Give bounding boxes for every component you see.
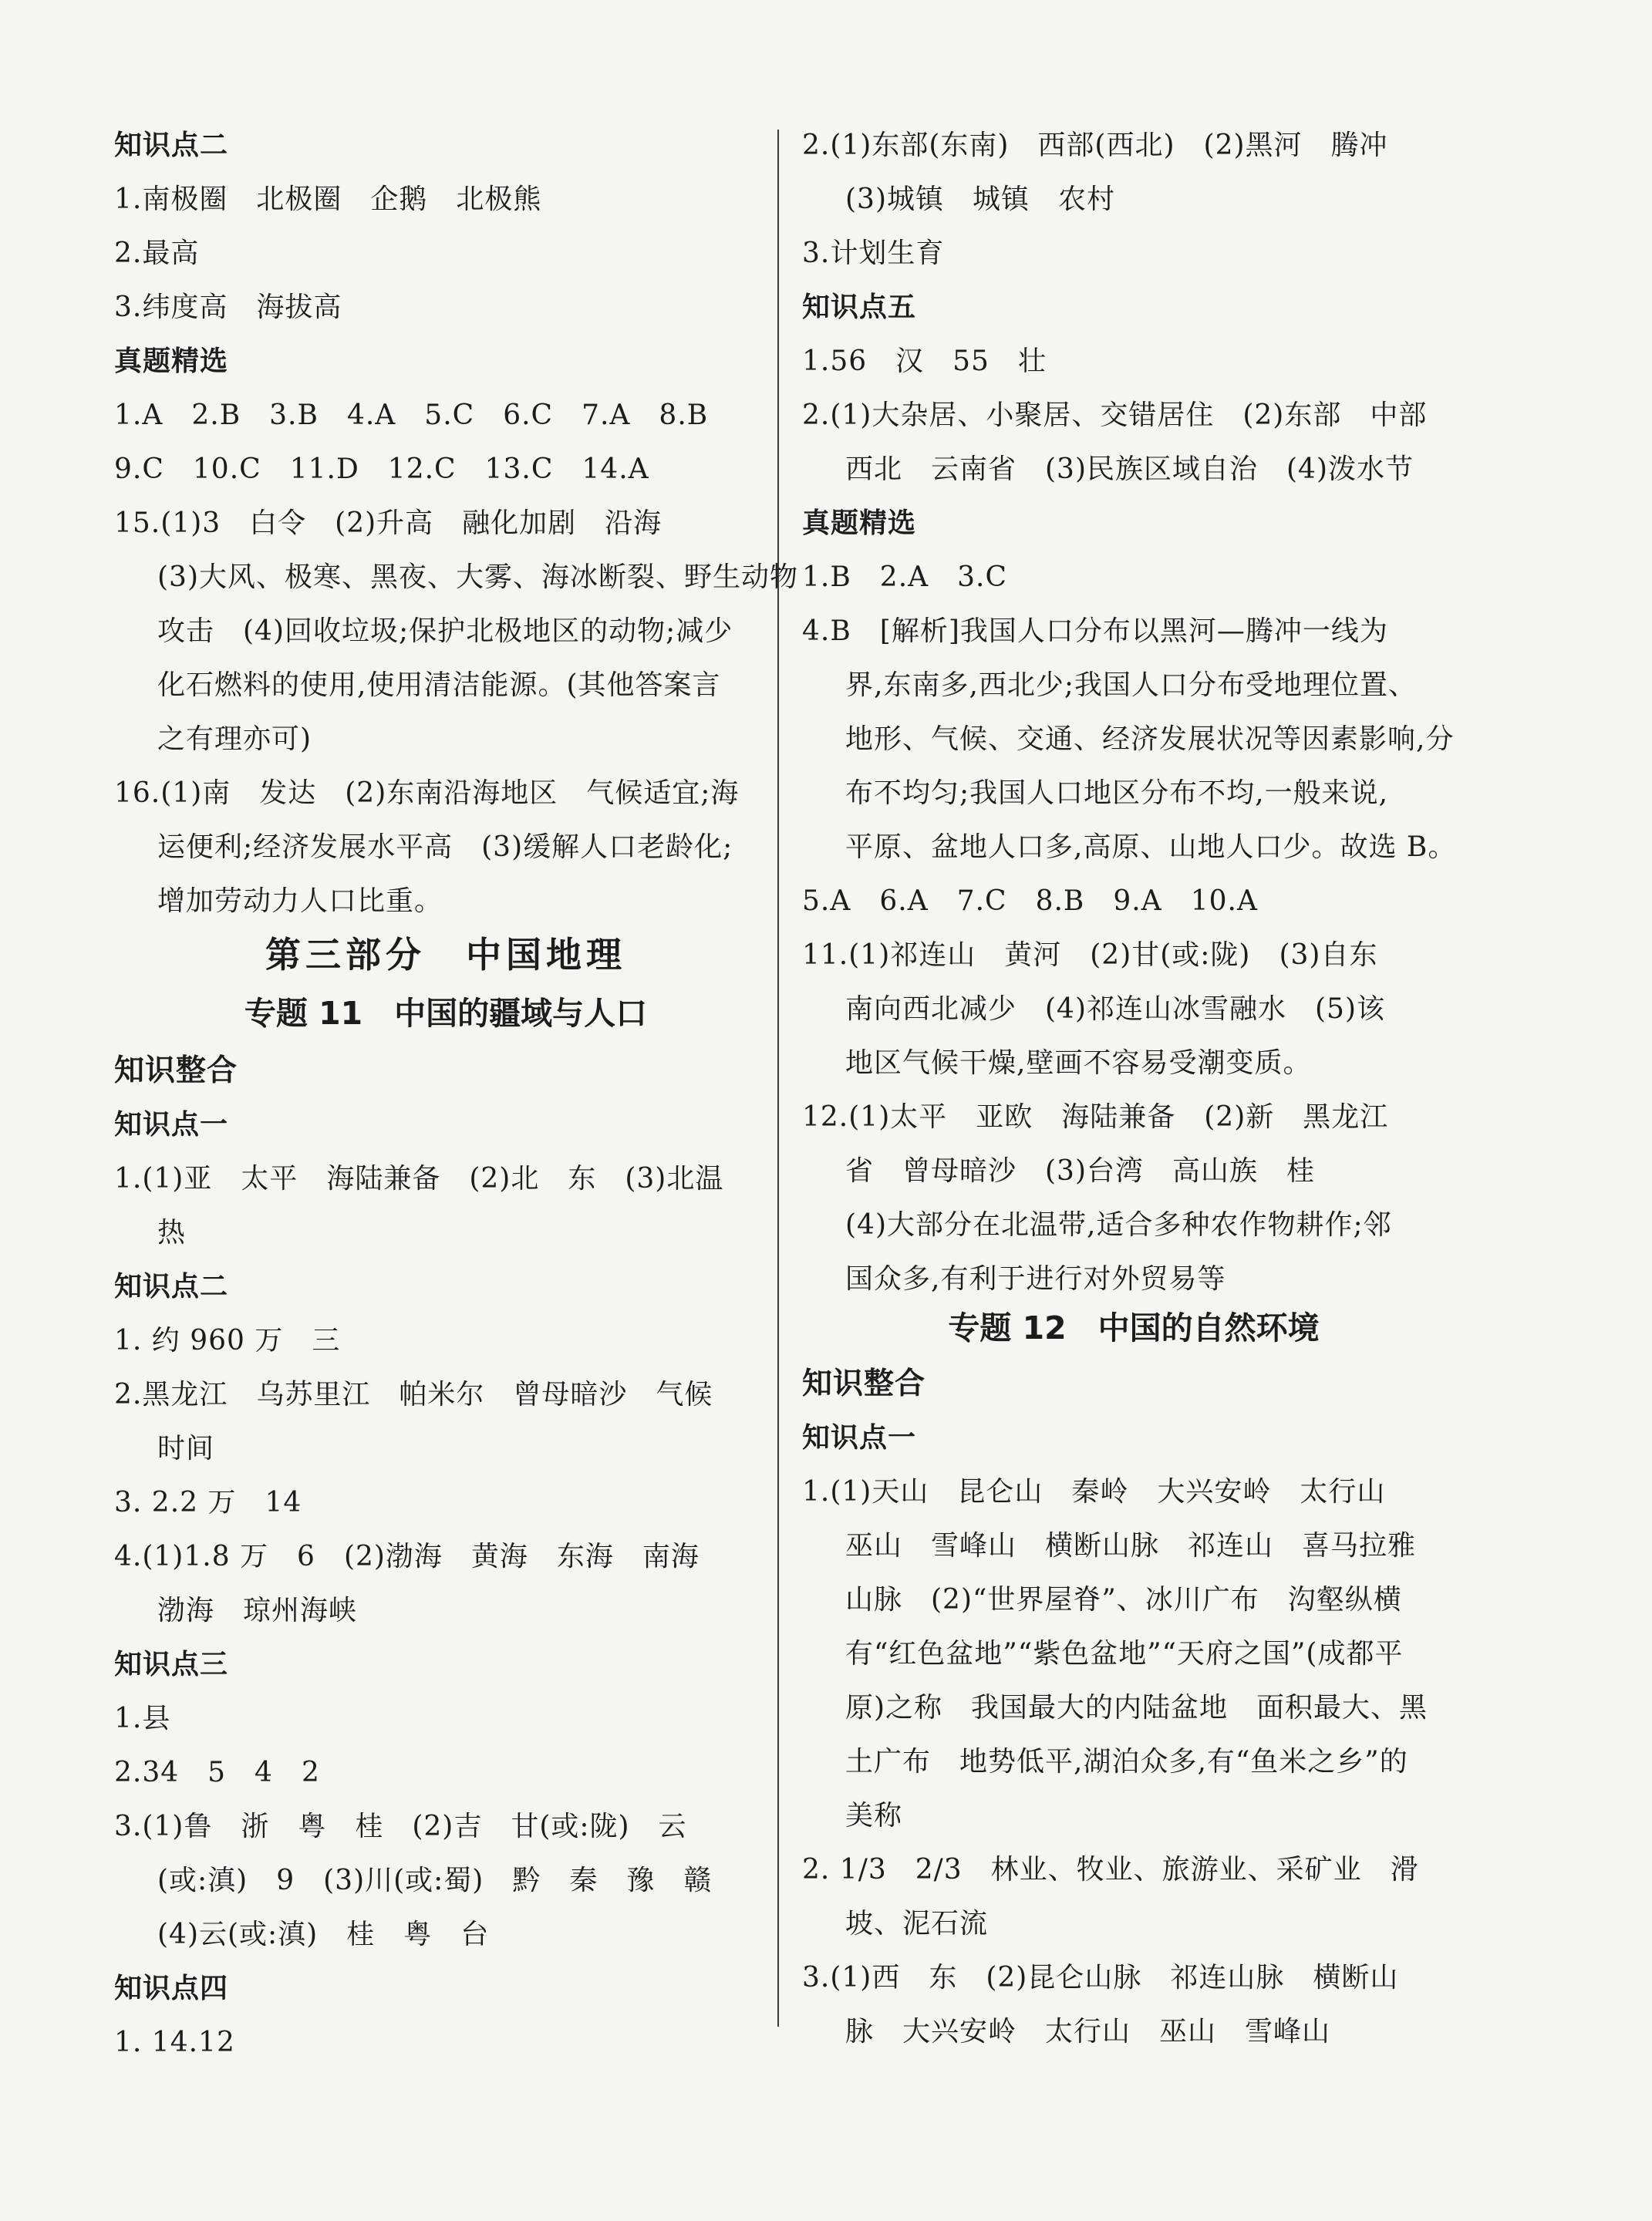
answer-line: 山脉 (2)“世界屋脊”、冰川广布 沟壑纵横 (845, 1584, 1402, 1616)
answer-line: 原)之称 我国最大的内陆盆地 面积最大、黑 (845, 1692, 1428, 1724)
answer-line: 3.计划生育 (802, 238, 945, 269)
answer-line: 3.(1)西 东 (2)昆仑山脉 祁连山脉 横断山 (802, 1962, 1399, 1994)
section-heading: 真题精选 (802, 507, 917, 539)
answer-line: 布不均匀;我国人口地区分布不均,一般来说, (845, 777, 1389, 809)
left-column (114, 0, 798, 2221)
answer-line: 增加劳动力人口比重。 (157, 885, 443, 917)
answer-line: 3.纬度高 海拔高 (114, 292, 342, 323)
answer-line: 1.56 汉 55 壮 (802, 345, 1047, 377)
answer-line: 平原、盆地人口多,高原、山地人口少。故选 B。 (845, 831, 1457, 863)
section-heading: 知识点一 (114, 1109, 229, 1141)
answer-line: 坡、泥石流 (845, 1908, 989, 1940)
answer-line: (或:滇) 9 (3)川(或:蜀) 黔 秦 豫 赣 (157, 1865, 713, 1896)
answer-line: 西北 云南省 (3)民族区域自治 (4)泼水节 (845, 453, 1414, 485)
section-heading: 知识点二 (114, 130, 229, 161)
answer-line: 16.(1)南 发达 (2)东南沿海地区 气候适宜;海 (114, 777, 740, 809)
answer-line: 2.34 5 4 2 (114, 1757, 320, 1788)
answer-line: 2.最高 (114, 238, 200, 269)
answer-line: 3. 2.2 万 14 (114, 1487, 302, 1518)
answer-line: 4.B [解析]我国人口分布以黑河—腾冲一线为 (802, 615, 1388, 647)
section-heading: 知识点五 (802, 292, 917, 323)
section-heading: 知识点三 (114, 1649, 229, 1680)
right-column (802, 0, 1481, 2221)
answer-line: 渤海 琼州海峡 (157, 1595, 358, 1626)
section-heading: 知识点四 (114, 1973, 229, 2004)
answer-line: 5.A 6.A 7.C 8.B 9.A 10.A (802, 885, 1258, 917)
answer-line: 地形、气候、交通、经济发展状况等因素影响,分 (845, 723, 1455, 755)
answer-line: 土广布 地势低平,湖泊众多,有“鱼米之乡”的 (845, 1746, 1408, 1778)
answer-line: (3)城镇 城镇 农村 (845, 184, 1115, 215)
answer-line: 运便利;经济发展水平高 (3)缓解人口老龄化; (157, 831, 733, 863)
topic-title: 专题 12 中国的自然环境 (948, 1309, 1320, 1346)
answer-line: 2.黑龙江 乌苏里江 帕米尔 曾母暗沙 气候 (114, 1379, 713, 1410)
answer-line: (4)大部分在北温带,适合多种农作物耕作;邻 (845, 1209, 1392, 1241)
answer-line: 美称 (845, 1800, 903, 1832)
answer-line: 2.(1)东部(东南) 西部(西北) (2)黑河 腾冲 (802, 130, 1388, 161)
answer-line: (3)大风、极寒、黑夜、大雾、海冰断裂、野生动物 (157, 561, 798, 593)
answer-line: 1.A 2.B 3.B 4.A 5.C 6.C 7.A 8.B (114, 399, 709, 431)
section-heading: 知识点二 (114, 1271, 229, 1303)
answer-line: 热 (157, 1217, 187, 1249)
answer-line: 9.C 10.C 11.D 12.C 13.C 14.A (114, 453, 649, 485)
part-title: 第三部分 中国地理 (265, 934, 626, 976)
answer-line: 2. 1/3 2/3 林业、牧业、旅游业、采矿业 滑 (802, 1854, 1419, 1886)
answer-line: 地区气候干燥,壁画不容易受潮变质。 (845, 1047, 1312, 1079)
answer-line: 1.B 2.A 3.C (802, 561, 1008, 593)
answer-line: 2.(1)大杂居、小聚居、交错居住 (2)东部 中部 (802, 399, 1428, 431)
answer-line: 12.(1)太平 亚欧 海陆兼备 (2)新 黑龙江 (802, 1101, 1389, 1133)
answer-line: 1.(1)天山 昆仑山 秦岭 大兴安岭 太行山 (802, 1476, 1386, 1508)
answer-line: 3.(1)鲁 浙 粤 桂 (2)吉 甘(或:陇) 云 (114, 1811, 687, 1842)
answer-line: 1.县 (114, 1703, 171, 1734)
answer-line: 国众多,有利于进行对外贸易等 (845, 1263, 1226, 1295)
answer-line: 界,东南多,西北少;我国人口分布受地理位置、 (845, 669, 1418, 701)
answer-line: 巫山 雪峰山 横断山脉 祁连山 喜马拉雅 (845, 1530, 1417, 1562)
answer-line: 有“红色盆地”“紫色盆地”“天府之国”(成都平 (845, 1638, 1404, 1670)
answer-line: 1.(1)亚 太平 海陆兼备 (2)北 东 (3)北温 (114, 1163, 724, 1195)
answer-line: 之有理亦可) (157, 723, 312, 755)
section-heading: 真题精选 (114, 345, 229, 377)
answer-line: 1.南极圈 北极圈 企鹅 北极熊 (114, 184, 542, 215)
section-heading: 知识整合 (802, 1367, 926, 1401)
answer-line: 1. 约 960 万 三 (114, 1325, 341, 1357)
answer-line: 省 曾母暗沙 (3)台湾 高山族 桂 (845, 1155, 1315, 1187)
answer-line: (4)云(或:滇) 桂 粤 台 (157, 1919, 490, 1950)
answer-line: 15.(1)3 白令 (2)升高 融化加剧 沿海 (114, 507, 662, 539)
topic-title: 专题 11 中国的疆域与人口 (244, 995, 648, 1032)
section-heading: 知识整合 (114, 1053, 238, 1088)
section-heading: 知识点一 (802, 1422, 917, 1454)
answer-line: 化石燃料的使用,使用清洁能源。(其他答案言 (157, 669, 721, 701)
answer-line: 脉 大兴安岭 太行山 巫山 雪峰山 (845, 2016, 1331, 2047)
answer-line: 南向西北减少 (4)祁连山冰雪融水 (5)该 (845, 993, 1385, 1025)
answer-line: 11.(1)祁连山 黄河 (2)甘(或:陇) (3)自东 (802, 939, 1378, 971)
answer-line: 攻击 (4)回收垃圾;保护北极地区的动物;减少 (157, 615, 733, 647)
answer-line: 1. 14.12 (114, 2027, 235, 2058)
answer-line: 4.(1)1.8 万 6 (2)渤海 黄海 东海 南海 (114, 1541, 700, 1572)
answer-line: 时间 (157, 1433, 215, 1464)
